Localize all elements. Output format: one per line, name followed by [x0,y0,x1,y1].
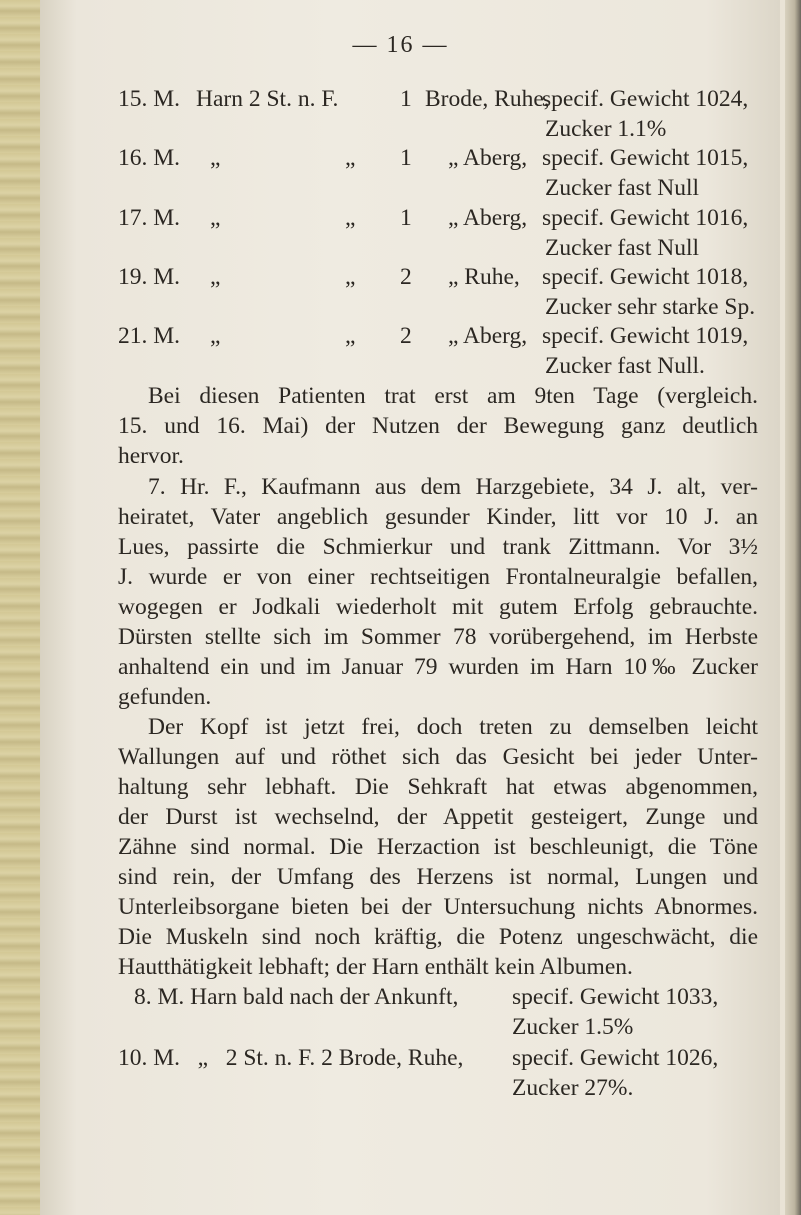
text-line: wogegen er Jodkali wiederholt mit gutem Erfolg gebrauchte. [118,594,758,620]
record-count: 2 [400,323,412,349]
text-line: Bei diesen Patienten trat erst am 9ten Tage (vergleich. [148,383,758,409]
text-line: Dürsten stellte sich im Sommer 78 vorübergehend, im Herbste [118,624,758,650]
page-number: — 16 — [352,32,449,58]
scan-right-edge [785,0,801,1215]
text-line: heiratet, Vater angeblich gesunder Kinder, litt vor 10 J. an [118,504,758,530]
ditto-mark: „ [210,145,221,171]
record-count: 2 [400,264,412,290]
record-date: 17. M. [118,205,181,231]
record-zucker: Zucker fast Null [545,235,700,261]
record-zucker: Zucker 27%. [512,1075,634,1101]
ditto-mark: „ [345,264,356,290]
text-line: 7. Hr. F., Kaufmann aus dem Harzgebiete, 34 J. alt, ver- [148,474,758,500]
text-line: hervor. [118,443,184,469]
record-count: 1 [400,205,412,231]
record-gewicht: specif. Gewicht 1026, [512,1045,719,1071]
text-line: Unterleibsorgane bieten bei der Untersuchung nichts Abnormes. [118,894,758,920]
record-gewicht: specif. Gewicht 1019, [542,323,749,349]
record-zucker: Zucker sehr starke Sp. [545,294,756,320]
record-date: 21. M. [118,323,181,349]
text-line: der Durst ist wechselnd, der Appetit gesteigert, Zunge und [118,804,758,830]
record-zucker: Zucker 1.5% [512,1014,634,1040]
record-entry: 10. M. „ 2 St. n. F. 2 Brode, Ruhe, [118,1045,464,1071]
record-count: 1 [400,86,412,112]
record-gewicht: specif. Gewicht 1024, [542,86,749,112]
record-method: Harn 2 St. n. F. [196,86,339,112]
record-activity: „ Aberg, [448,145,528,171]
record-activity: „ Aberg, [448,323,528,349]
record-gewicht: specif. Gewicht 1018, [542,264,749,290]
record-activity: „ Aberg, [448,205,528,231]
text-line: Wallungen auf und röthet sich das Gesicht bei jeder Unter- [118,744,758,770]
ditto-mark: „ [210,264,221,290]
record-entry: 8. M. Harn bald nach der Ankunft, [134,984,459,1010]
record-zucker: Zucker fast Null. [545,353,705,379]
record-gewicht: specif. Gewicht 1033, [512,984,719,1010]
ditto-mark: „ [210,205,221,231]
text-line: gefunden. [118,684,212,710]
text-line: Lues, passirte die Schmierkur und trank Zittmann. Vor 3½ [118,534,758,560]
scan-binding-edge [0,0,44,1215]
ditto-mark: „ [345,145,356,171]
record-date: 19. M. [118,264,181,290]
record-activity: Brode, Ruhe, [425,86,550,112]
ditto-mark: „ [345,323,356,349]
record-zucker: Zucker 1.1% [545,116,667,142]
text-line: Zähne sind normal. Die Herzaction ist beschleunigt, die Töne [118,834,758,860]
record-count: 1 [400,145,412,171]
record-gewicht: specif. Gewicht 1015, [542,145,749,171]
record-date: 16. M. [118,145,181,171]
text-line: haltung sehr lebhaft. Die Sehkraft hat etwas abgenommen, [118,774,758,800]
text-line: 15. und 16. Mai) der Nutzen der Bewegung ganz deutlich [118,413,758,439]
record-date: 15. M. [118,86,181,112]
text-line: Der Kopf ist jetzt frei, doch treten zu demselben leicht [148,714,758,740]
ditto-mark: „ [345,205,356,231]
text-line: sind rein, der Umfang des Herzens ist normal, Lungen und [118,864,758,890]
record-gewicht: specif. Gewicht 1016, [542,205,749,231]
record-activity: „ Ruhe, [448,264,520,290]
text-line: anhaltend ein und im Januar 79 wurden im Harn 10‰ Zucker [118,654,758,680]
text-line: Die Muskeln sind noch kräftig, die Potenz ungeschwächt, die [118,924,758,950]
text-line: J. wurde er von einer rechtseitigen Frontalneuralgie befallen, [118,564,758,590]
ditto-mark: „ [210,323,221,349]
record-zucker: Zucker fast Null [545,175,700,201]
text-line: Hautthätigkeit lebhaft; der Harn enthält kein Albumen. [118,954,633,980]
